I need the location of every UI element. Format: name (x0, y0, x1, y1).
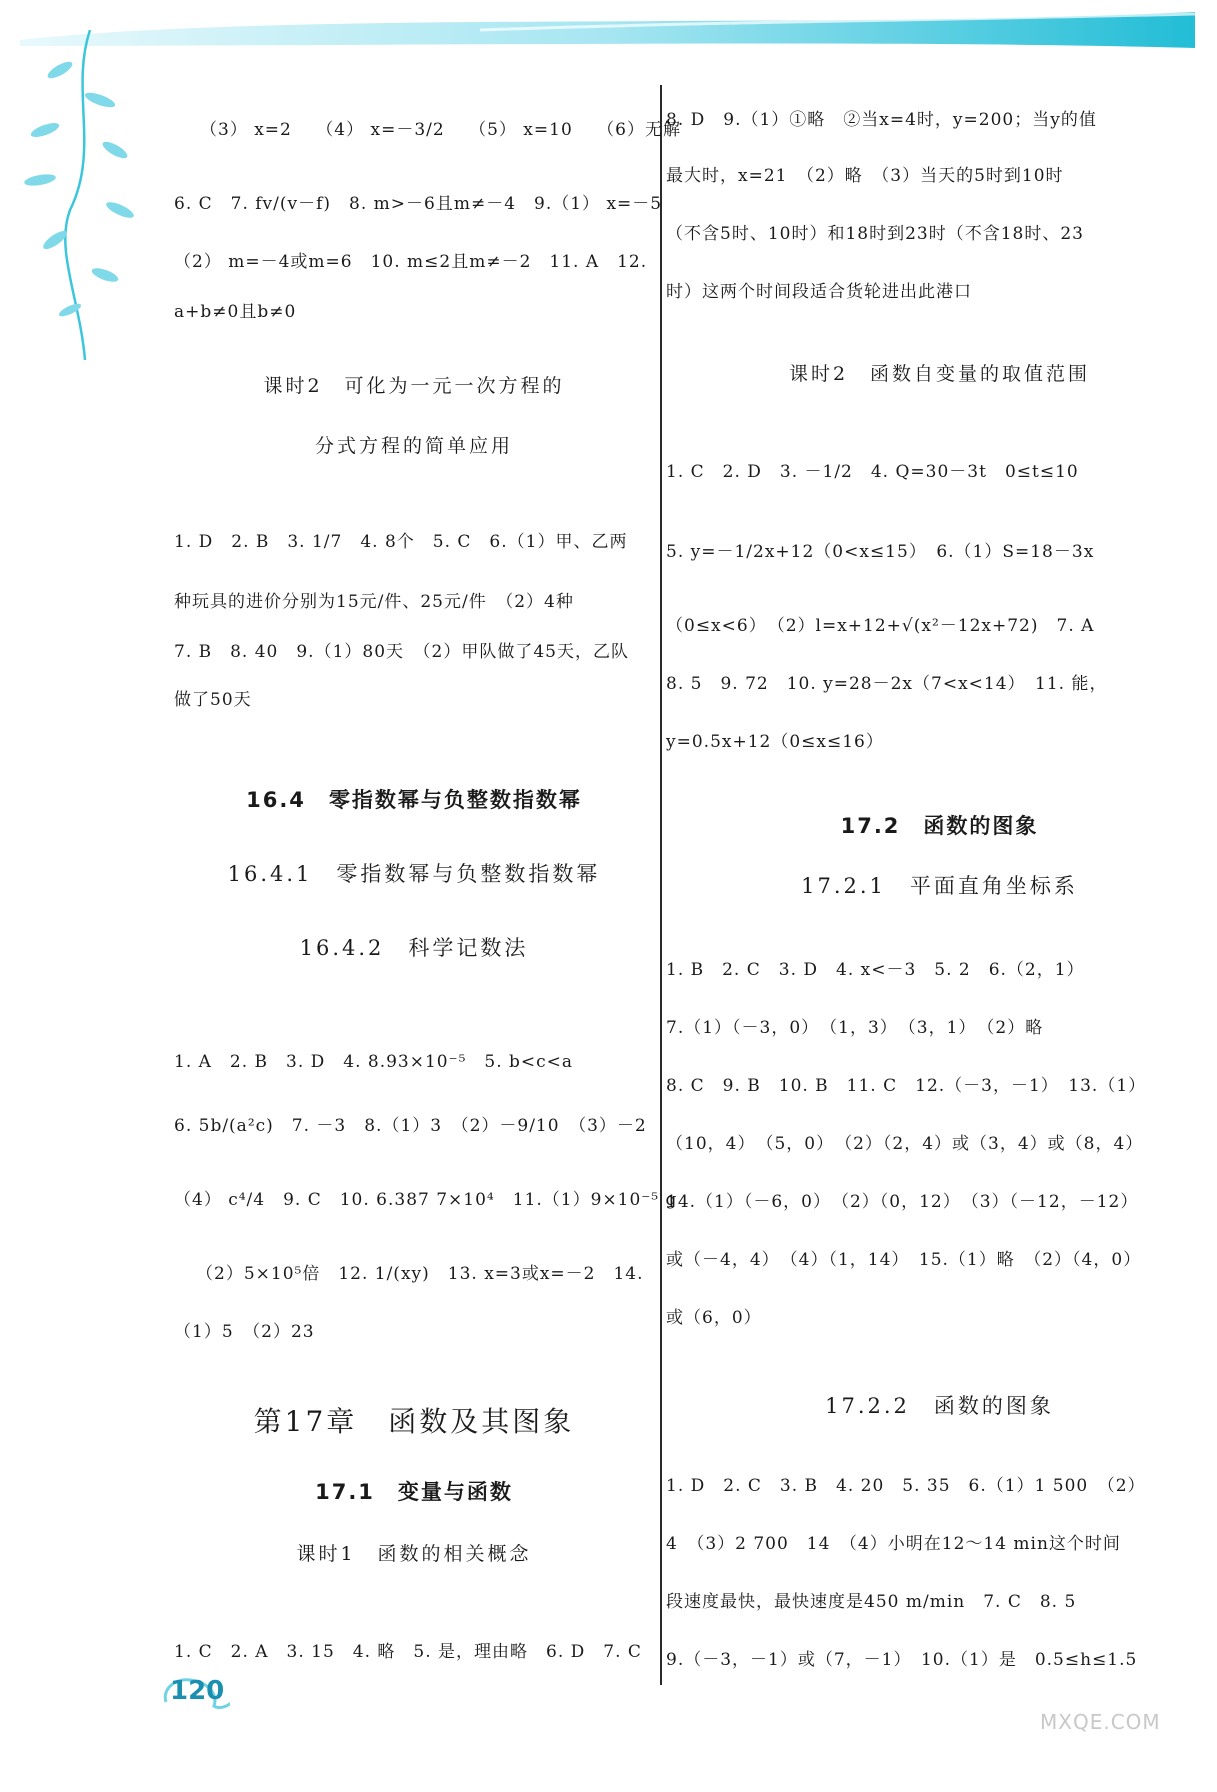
chapter-heading: 第17章 函数及其图象 (253, 1405, 575, 1438)
subsection-heading: 16.4.2 科学记数法 (299, 936, 529, 960)
subsection-heading: 17.2.2 函数的图象 (825, 1394, 1054, 1418)
answer-line: 1. C 2. D 3. －1/2 4. Q=30－3t 0≤t≤10 (666, 462, 1079, 482)
answer-line: （不含5时、10时）和18时到23时（不含18时、23 (666, 224, 1084, 244)
section-heading: 16.4 零指数幂与负整数指数幂 (246, 788, 582, 812)
answer-line: 8. 5 9. 72 10. y=28－2x（7<x<14） 11. 能， (666, 674, 1108, 694)
answer-line: 种玩具的进价分别为15元/件、25元/件 （2）4种 (174, 592, 574, 612)
answer-line: 或（6，0） (666, 1308, 762, 1328)
header-banner (0, 0, 1217, 60)
answer-line: （0≤x<6） （2）l=x+12+√(x²－12x+72) 7. A (666, 616, 1095, 636)
vine-decoration-icon (0, 30, 150, 370)
watermark: MXQE.COM (1040, 1710, 1161, 1734)
answer-line: 最大时，x=21 （2）略 （3）当天的5时到10时 (666, 166, 1064, 186)
answer-line: 7.（1）（－3，0） （1，3） （3，1） （2）略 (666, 1018, 1044, 1038)
answer-line: （10，4） （5，0） （2）（2，4）或（3，4）或（8，4） (666, 1134, 1144, 1154)
answer-line: 8. D 9.（1）①略 ②当x=4时，y=200；当y的值 (666, 110, 1097, 130)
page-number: 120 (170, 1676, 225, 1706)
answer-line: 8. C 9. B 10. B 11. C 12.（－3，－1） 13.（1） (666, 1076, 1147, 1096)
answer-line: 14.（1）（－6，0） （2）（0，12） （3）（－12，－12） (666, 1192, 1139, 1212)
lesson-title: 分式方程的简单应用 (314, 435, 513, 457)
section-heading: 17.1 变量与函数 (315, 1480, 513, 1504)
answer-line: 7. B 8. 40 9.（1）80天 （2）甲队做了45天，乙队 (174, 642, 629, 662)
subsection-heading: 16.4.1 零指数幂与负整数指数幂 (227, 862, 601, 886)
answer-line: 1. D 2. B 3. 1/7 4. 8个 5. C 6.（1）甲、乙两 (174, 532, 628, 552)
answer-line: 1. C 2. A 3. 15 4. 略 5. 是，理由略 6. D 7. C (174, 1642, 642, 1662)
answer-line: a+b≠0且b≠0 (174, 302, 297, 322)
answer-line: 5. y=－1/2x+12（0<x≤15） 6.（1）S=18－3x (666, 542, 1095, 562)
answer-line: （3） x=2 （4） x=－3/2 （5） x=10 （6）无解 (200, 120, 681, 140)
answer-line: 9.（－3，－1）或（7，－1） 10.（1）是 0.5≤h≤1.5 (666, 1650, 1138, 1670)
answer-line: 1. D 2. C 3. B 4. 20 5. 35 6.（1）1 500 （2） (666, 1476, 1146, 1496)
lesson-title: 课时1 函数的相关概念 (296, 1543, 532, 1565)
answer-line: 做了50天 (174, 690, 252, 710)
subsection-heading: 17.2.1 平面直角坐标系 (801, 874, 1078, 898)
answer-line: 4 （3）2 700 14 （4）小明在12～14 min这个时间 (666, 1534, 1121, 1554)
answer-line: 1. A 2. B 3. D 4. 8.93×10⁻⁵ 5. b<c<a (174, 1052, 574, 1072)
answer-line: 1. B 2. C 3. D 4. x<－3 5. 2 6.（2，1） (666, 960, 1085, 980)
answer-line: y=0.5x+12（0≤x≤16） (666, 732, 884, 752)
answer-line: 6. C 7. fv/(v－f) 8. m>－6且m≠－4 9.（1） x=－5 (174, 194, 663, 214)
answer-line: （2）5×10⁵倍 12. 1/(xy) 13. x=3或x=－2 14. (196, 1264, 644, 1284)
answer-line: （4） c⁴/4 9. C 10. 6.387 7×10⁴ 11.（1）9×10⁻⁵ g (174, 1190, 678, 1210)
answer-line: （1）5 （2）23 (174, 1322, 315, 1342)
answer-line: 6. 5b/(a²c) 7. －3 8.（1）3 （2）－9/10 （3）－2 (174, 1116, 647, 1136)
lesson-title: 课时2 可化为一元一次方程的 (263, 375, 565, 397)
answer-line: 或（－4，4） （4）（1，14） 15.（1）略 （2）（4，0） (666, 1250, 1142, 1270)
lesson-title: 课时2 函数自变量的取值范围 (788, 363, 1091, 385)
answer-line: （2） m=－4或m=6 10. m≤2且m≠－2 11. A 12. (174, 252, 648, 272)
answer-line: 时）这两个时间段适合货轮进出此港口 (666, 282, 972, 302)
answer-line: 段速度最快，最快速度是450 m/min 7. C 8. 5 (666, 1592, 1077, 1612)
section-heading: 17.2 函数的图象 (840, 814, 1039, 838)
